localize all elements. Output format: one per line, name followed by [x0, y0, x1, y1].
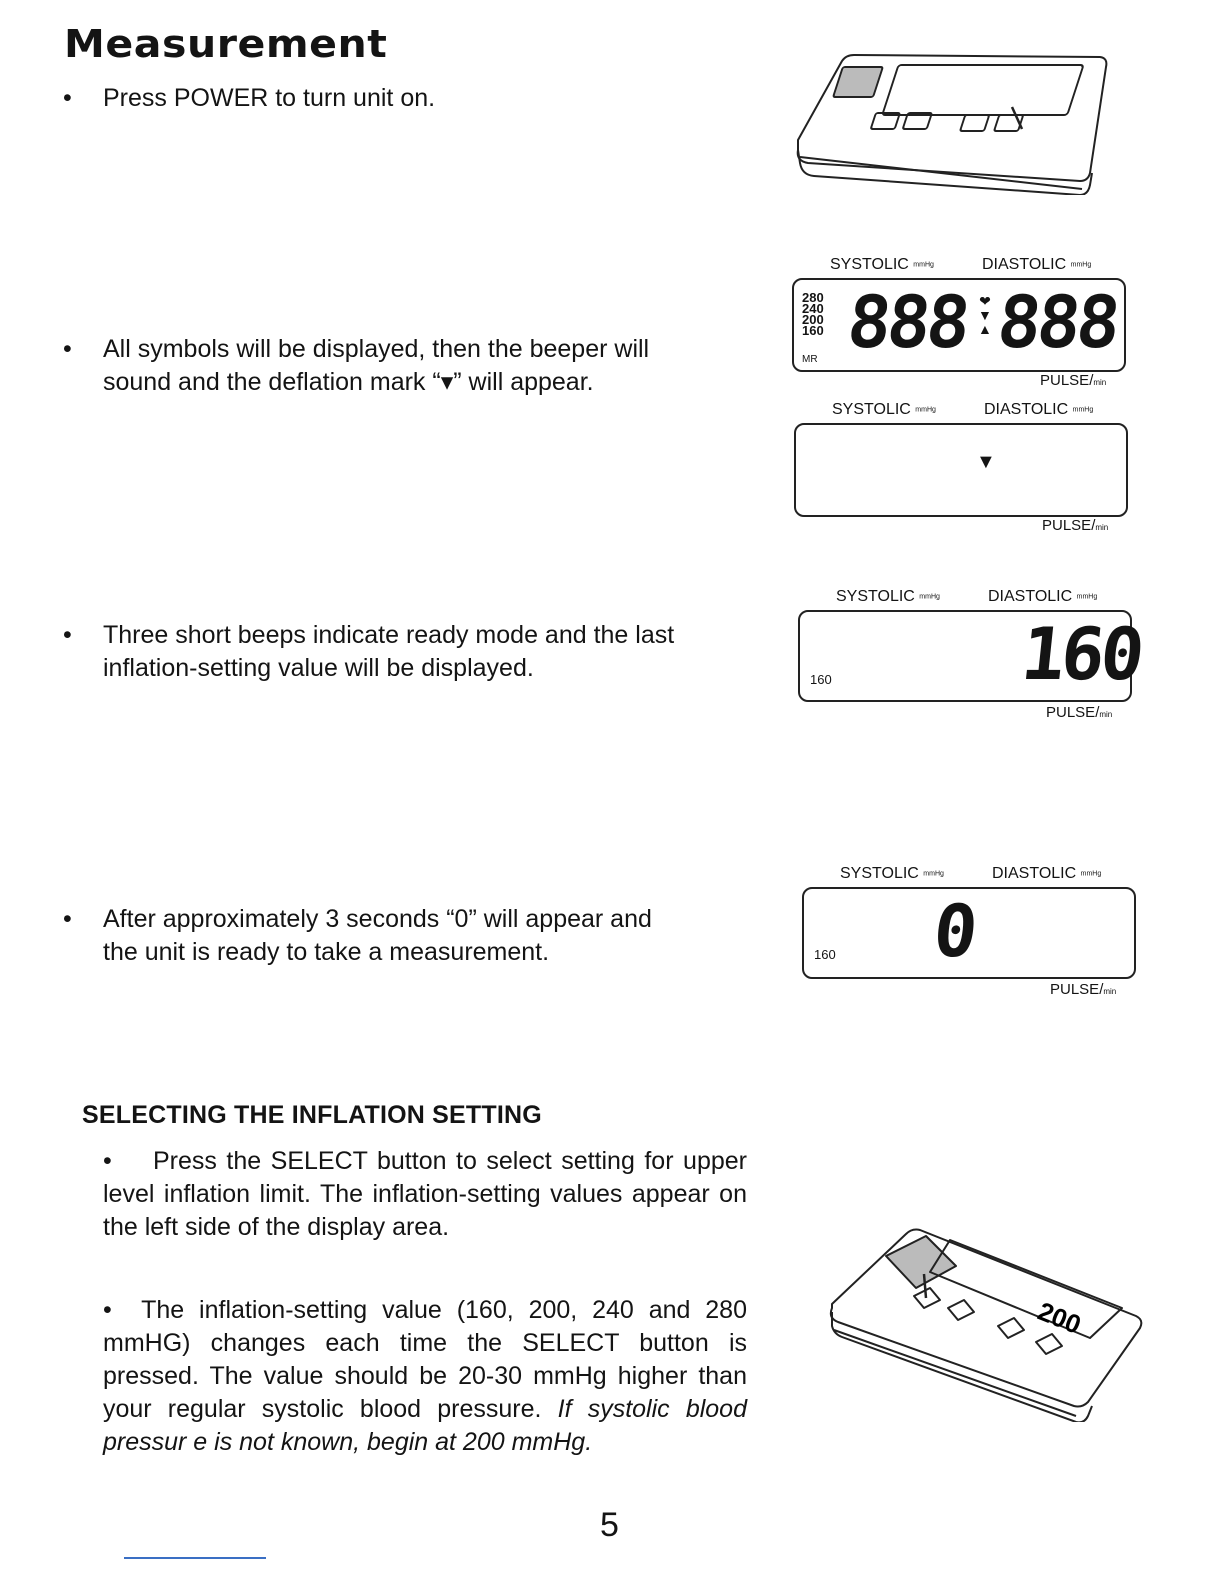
bullet-dot: • — [63, 335, 72, 363]
lcd-display-deflation — [794, 423, 1128, 517]
pulse-unit: min — [1095, 523, 1109, 532]
pulse-unit: min — [1099, 710, 1113, 719]
bullet-dot: • — [103, 1147, 112, 1175]
pulse-label-text: PULSE/ — [1046, 704, 1100, 721]
bullet-text-line: Press POWER to turn unit on. — [103, 84, 436, 112]
unit-label: mmHg — [913, 261, 934, 269]
bullet-text-line: sound and the deflation mark “▾” will appear. — [103, 368, 594, 396]
unit-label: mmHg — [1080, 870, 1102, 878]
pulse-label-text: PULSE/ — [1050, 981, 1104, 998]
systolic-label-text: SYSTOLIC — [832, 401, 911, 418]
systolic-label-text: SYSTOLIC — [830, 256, 909, 273]
diastolic-label-text: DIASTOLIC — [992, 865, 1077, 882]
inflation-setting-value: 160 — [814, 947, 836, 962]
heart-arrows-icon: ❤ ▼ ▲ — [978, 293, 992, 337]
footer-rule — [124, 1557, 266, 1559]
scale-value: 160 — [802, 323, 824, 338]
diastolic-label — [988, 588, 1097, 606]
bullet-text-line: Three short beeps indicate ready mode and the last — [103, 621, 675, 649]
inflation-setting-value: 160 — [810, 672, 832, 687]
pulse-unit: min — [1093, 378, 1107, 387]
bullet-all-symbols — [63, 333, 650, 399]
systolic-label — [830, 256, 934, 274]
systolic-label — [840, 865, 944, 883]
unit-label: mmHg — [915, 406, 936, 414]
pulse-label-text: PULSE/ — [1040, 372, 1094, 389]
systolic-label — [836, 588, 940, 606]
device-select-illustration — [826, 1226, 1148, 1422]
diastolic-label — [984, 401, 1093, 419]
pulse-label — [1046, 704, 1112, 721]
paragraph-text: The inflation-setting value (160, 200, 240 and 280 mmHG) changes each time the SELECT button is pressed. The value should be 20-30 mmHg higher than your regular systolic blood pressure. — [103, 1296, 747, 1423]
pulse-unit: min — [1103, 987, 1117, 996]
device-power-illustration — [790, 45, 1115, 195]
bullet-dot: • — [63, 905, 72, 933]
unit-label: mmHg — [919, 593, 940, 601]
section-heading: SELECTING THE INFLATION SETTING — [82, 1101, 542, 1129]
systolic-label-text: SYSTOLIC — [840, 865, 919, 882]
paragraph-select-button — [103, 1145, 747, 1244]
lcd-display-zero — [802, 887, 1136, 979]
bullet-text-line: All symbols will be displayed, then the beeper will — [103, 335, 650, 363]
bullet-ready-mode — [63, 619, 675, 685]
lcd-display-ready — [798, 610, 1145, 702]
scale-value: 240 — [802, 301, 824, 316]
systolic-label-text: SYSTOLIC — [836, 588, 915, 605]
bullet-text-line: After approximately 3 seconds “0” will appear and — [103, 905, 652, 933]
page-title: Measurement — [64, 22, 388, 66]
bullet-text-line: inflation-setting value will be displayed. — [103, 654, 534, 682]
systolic-value: 0 — [929, 889, 982, 973]
memory-recall-label: MR — [802, 354, 818, 365]
diastolic-label — [982, 256, 1091, 274]
bullet-dot: • — [63, 621, 72, 649]
deflation-mark-icon: ▼ — [976, 451, 996, 473]
pulse-label — [1042, 517, 1108, 534]
pulse-label — [1050, 981, 1116, 998]
scale-value: 280 — [802, 290, 824, 305]
paragraph-text: Press the SELECT button to select setting for upper level inflation limit. The inflation-setting values appear on the left side of the display area. — [103, 1147, 747, 1241]
pulse-label-text: PULSE/ — [1042, 517, 1096, 534]
diastolic-label-text: DIASTOLIC — [988, 588, 1073, 605]
bullet-text-line: the unit is ready to take a measurement. — [103, 938, 550, 966]
unit-label: mmHg — [1070, 261, 1092, 269]
diastolic-digits: 888 — [993, 280, 1121, 364]
systolic-value: 160 — [1017, 612, 1145, 696]
unit-label: mmHg — [923, 870, 944, 878]
scale-value: 200 — [802, 312, 824, 327]
lcd-display-all-symbols — [792, 278, 1126, 372]
page-number: 5 — [600, 1506, 619, 1544]
diastolic-label — [992, 865, 1101, 883]
paragraph-inflation-values — [103, 1294, 747, 1459]
inflation-scale — [802, 292, 824, 336]
bullet-zero-appears — [63, 903, 652, 969]
bullet-dot: • — [103, 1296, 112, 1324]
systolic-label — [832, 401, 936, 419]
paragraph-italic-text: If systolic blood pressur e is not known, begin at 200 mmHg. — [103, 1395, 747, 1456]
diastolic-label-text: DIASTOLIC — [984, 401, 1069, 418]
device-display-value: 200 — [1033, 1295, 1086, 1340]
bullet-power-on — [63, 82, 436, 115]
diastolic-label-text: DIASTOLIC — [982, 256, 1067, 273]
unit-label: mmHg — [1076, 593, 1098, 601]
unit-label: mmHg — [1072, 406, 1094, 414]
bullet-dot: • — [63, 84, 72, 112]
pulse-label — [1040, 372, 1106, 389]
systolic-digits: 888 — [843, 280, 971, 364]
